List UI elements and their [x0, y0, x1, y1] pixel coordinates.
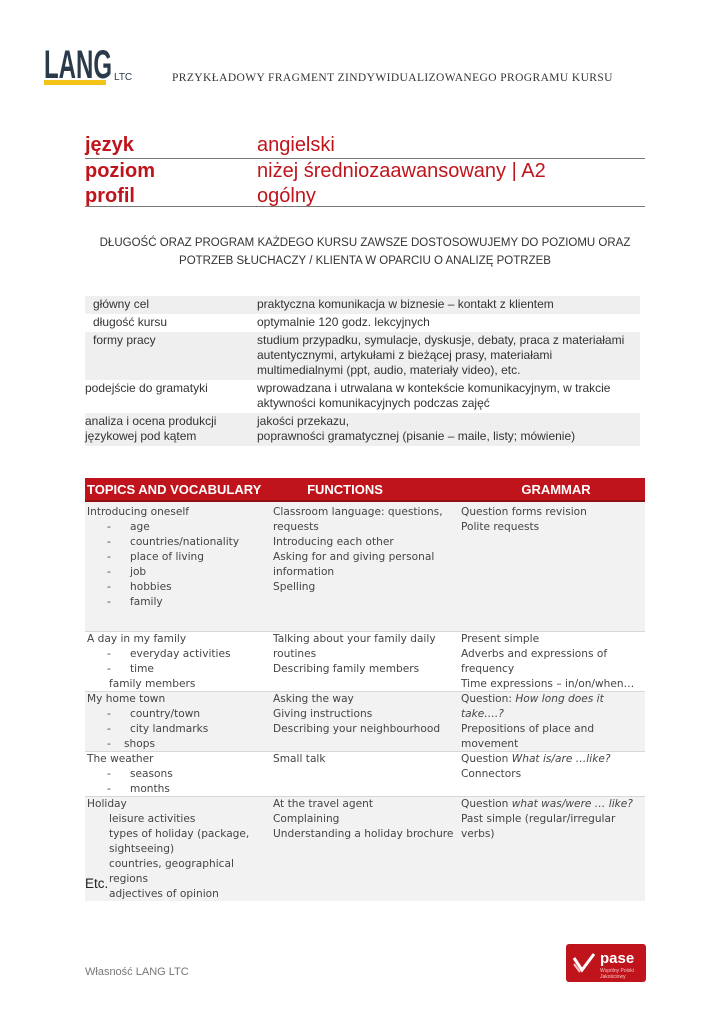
syllabus-table: [85, 478, 645, 901]
info-key: główny cel: [93, 297, 150, 311]
header-topics: TOPICS AND VOCABULARY: [87, 481, 262, 497]
topic-cell: A day in my family - everyday activities - time family members: [87, 633, 231, 690]
syllabus-header: [85, 478, 645, 502]
topic-cell: My home town - country/town - city landmarks - shops: [87, 693, 209, 750]
topic-cell: The weather - seasons - months: [87, 753, 173, 795]
functions-cell: Small talk: [273, 753, 326, 765]
grammar-cell: Present simple Adverbs and expressions of frequency Time expressions – in/on/when…: [461, 633, 635, 690]
syllabus-row: [85, 502, 645, 632]
header-grammar: GRAMMAR: [521, 481, 591, 497]
grammar-cell: Question forms revision Polite requests: [461, 506, 587, 533]
info-key: formy pracy: [93, 333, 156, 347]
syllabus-row: [85, 692, 645, 752]
check-wave-icon: [572, 952, 596, 974]
syllabus-row: [85, 752, 645, 797]
info-row: [85, 314, 640, 332]
syllabus-row: [85, 797, 645, 901]
topic-cell: Holiday leisure activities types of holiday (package, sightseeing) countries, geographical regions adjectives of opinion: [87, 798, 250, 900]
info-key: podejście do gramatyki: [85, 381, 208, 395]
info-row: [85, 296, 640, 314]
pase-badge: [566, 944, 646, 982]
summary-value: niżej średniozaawansowany | A2: [257, 160, 546, 182]
info-row: [85, 413, 640, 446]
functions-cell: Asking the way Giving instructions Describing your neighbourhood: [273, 693, 441, 735]
summary-key: poziom: [85, 160, 155, 182]
notice-line: DŁUGOŚĆ ORAZ PROGRAM KAŻDEGO KURSU ZAWSZE DOSTOSOWUJEMY DO POZIOMU ORAZ: [99, 237, 631, 249]
footer-owner: Własność LANG LTC: [85, 966, 189, 978]
functions-cell: At the travel agent Complaining Understanding a holiday brochure: [273, 798, 454, 840]
badge-name: pase: [600, 950, 635, 967]
header-functions: FUNCTIONS: [307, 481, 383, 497]
grammar-cell: Question: How long does it take….? Prepositions of place and movement: [461, 693, 604, 750]
grammar-cell: Question what was/were … like? Past simple (regular/irregular verbs): [461, 798, 633, 840]
document-header-title: PRZYKŁADOWY FRAGMENT ZINDYWIDUALIZOWANEGO PROGRAMU KURSU: [172, 72, 613, 84]
info-value: wprowadzana i utrwalana w kontekście komunikacyjnym, w trakcie aktywności komunikacyjnych podczas zajęć: [257, 381, 611, 410]
etc-note: Etc.: [85, 876, 109, 891]
course-info-table: [85, 296, 640, 446]
summary-key: język: [85, 134, 134, 156]
notice-line: POTRZEB SŁUCHACZY / KLIENTA W OPARCIU O ANALIZĘ POTRZEB: [179, 255, 551, 267]
summary-value: ogólny: [257, 185, 316, 207]
syllabus-row: [85, 632, 645, 692]
divider: [85, 206, 645, 207]
info-key: analiza i ocena produkcji językowej pod kątem: [85, 414, 217, 443]
summary-row-language: [85, 134, 645, 159]
info-key: długość kursu: [93, 315, 168, 329]
info-value: jakości przekazu, poprawności gramatycznej (pisanie – maile, listy; mówienie): [257, 414, 576, 443]
info-value: praktyczna komunikacja w biznesie – kontakt z klientem: [257, 297, 554, 311]
functions-cell: Talking about your family daily routines Describing family members: [273, 633, 436, 675]
summary-key: profil: [85, 185, 135, 207]
info-row: [85, 380, 640, 413]
svg-text:LANG: LANG: [44, 43, 112, 86]
topic-cell: Introducing oneself - age - countries/nationality - place of living - job - hobbies - family: [87, 506, 240, 608]
grammar-cell: Question What is/are …like? Connectors: [461, 753, 611, 780]
summary-row-level: [85, 160, 645, 185]
summary-value: angielski: [257, 134, 335, 156]
course-summary: [85, 134, 645, 210]
svg-text:LTC: LTC: [114, 72, 133, 83]
program-notice: [85, 234, 645, 270]
info-value: optymalnie 120 godz. lekcyjnych: [257, 315, 430, 329]
functions-cell: Classroom language: questions, requests Introducing each other Asking for and giving personal information Spelling: [273, 506, 443, 593]
lang-ltc-logo: [44, 40, 140, 86]
info-value: studium przypadku, symulacje, dyskusje, debaty, praca z materiałami autentycznymi, artykułami z bieżącej prasy, materiałami multimedialnymi (ppt, audio, materiały video), etc.: [257, 333, 625, 377]
divider: [85, 158, 645, 159]
badge-tagline: Wspólny Polski Jakościowy: [600, 968, 634, 980]
info-row: [85, 332, 640, 380]
